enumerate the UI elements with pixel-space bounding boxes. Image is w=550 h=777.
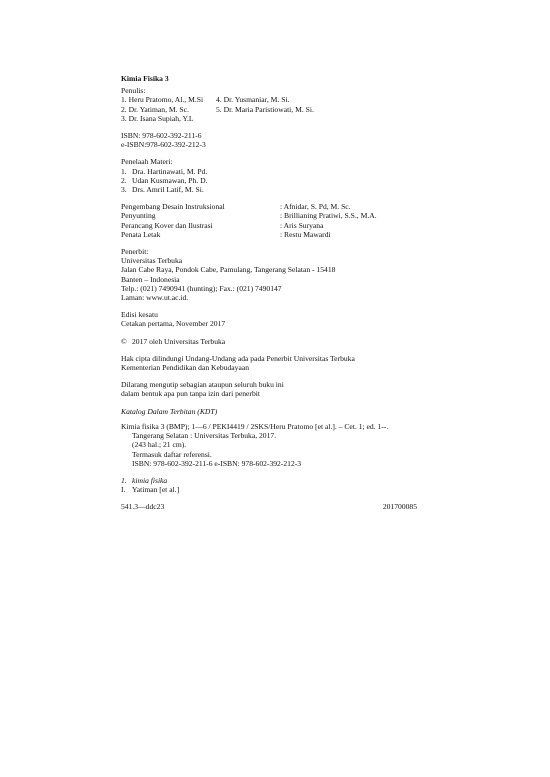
katalog-subject [121,485,421,494]
book-title: Kimia Fisika 3 [121,74,169,83]
katalog-detail: ISBN: 978-602-392-211-6 e-ISBN: 978-602-392-212-3 [132,458,302,468]
penelaah-item [121,176,421,185]
rights-line: Hak cipta dilindungi Undang-Undang ada pada Penerbit Universitas Terbuka [121,353,355,363]
author-2: 2. Dr. Yatiman, M. Sc. [121,104,189,114]
publisher-name: Universitas Terbuka [121,256,183,266]
printing: Cetakan pertama, November 2017 [121,319,226,329]
classification-row [121,502,417,511]
author-5: 5. Dr. Maria Paristiowati, M. Si. [216,104,314,114]
rights-line: Kementerian Pendidikan dan Kebudayaan [121,363,249,373]
e-isbn: e-ISBN:978-602-392-212-3 [121,140,206,150]
isbn: ISBN: 978-602-392-211-6 [121,131,202,141]
copyright-page [121,74,421,512]
credit-row [121,221,421,230]
penulis-label: Penulis: [121,86,146,96]
prohibition-line: dalam bentuk apa pun tanpa izin dari penerbit [121,389,260,399]
credit-role: Perancang Kover dan Ilustrasi [121,220,213,230]
copyright-line [121,337,421,346]
publisher-address: Jalan Cabe Raya, Pondok Cabe, Pamulang, Tangerang Selatan - 15418 [121,265,336,275]
penelaah-name: Udan Kusmawan, Ph. D. [132,175,208,185]
katalog-detail: Tangerang Selatan : Universitas Terbuka, 2017. [132,431,277,441]
katalog-subject [121,476,421,485]
katalog-heading: Katalog Dalam Terbitan (KDT) [121,406,218,416]
credit-row [121,211,421,220]
penelaah-label: Penelaah Materi: [121,157,173,167]
penelaah-name: Dra. Hartinawati, M. Pd. [132,166,208,176]
penelaah-item [121,185,421,194]
penelaah-num: 1. [121,166,127,176]
author-1: 1. Heru Pratomo, Al., M.Si [121,95,204,105]
copyright-icon: © [121,336,127,346]
credit-name: : Brillianing Pratiwi, S.S., M.A. [280,211,377,221]
credit-name: : Afnidar, S. Pd, M. Sc. [280,202,351,212]
penulis-list [121,95,421,123]
penerbit-label: Penerbit: [121,247,149,257]
subject-num: 1. [121,475,127,485]
subject-num: I. [121,485,126,495]
author-3: 3. Dr. Isana Supiah, Y.L [121,113,194,123]
subject-text: kimia fisika [132,475,168,485]
copyright-text: 2017 oleh Universitas Terbuka [132,336,226,346]
publisher-phone: Telp.: (021) 7490941 (hunting); Fax.: (021) 7490147 [121,283,282,293]
credit-role: Pengembang Desain Instruksional [121,202,225,212]
penelaah-num: 3. [121,185,127,195]
penulis-left-column [121,95,216,123]
credit-name: : Aris Suryana [280,220,324,230]
penelaah-num: 2. [121,175,127,185]
katalog-entry: Kimia fisika 3 (BMP); 1—6 / PEKI4419 / 2SKS/Heru Pratomo [et al.]. – Cet. 1; ed. 1--. [121,421,389,431]
credit-row [121,230,421,239]
subject-text: Yatiman [et al.] [132,485,180,495]
credit-name: : Restu Mawardi [280,229,331,239]
penulis-right-column [216,95,314,123]
publisher-website: Laman: www.ut.ac.id. [121,293,189,303]
edition: Edisi kesatu [121,310,158,320]
penelaah-name: Drs. Amril Latif, M. Si. [132,185,204,195]
ddc-number: 541.3—ddc23 [121,502,165,512]
katalog-detail: Termasuk daftar referensi. [132,449,212,459]
katalog-detail: (243 hal.; 21 cm). [132,440,187,450]
catalog-code: 201700085 [382,502,417,512]
prohibition-line: Dilarang mengutip sebagian ataupun seluruh buku ini [121,380,284,390]
credit-role: Penata Letak [121,229,161,239]
publisher-region: Banten – Indonesia [121,274,180,284]
author-4: 4. Dr. Yusmaniar, M. Si. [216,95,290,105]
penelaah-item [121,167,421,176]
credit-role: Penyunting [121,211,156,221]
credit-row [121,202,421,211]
